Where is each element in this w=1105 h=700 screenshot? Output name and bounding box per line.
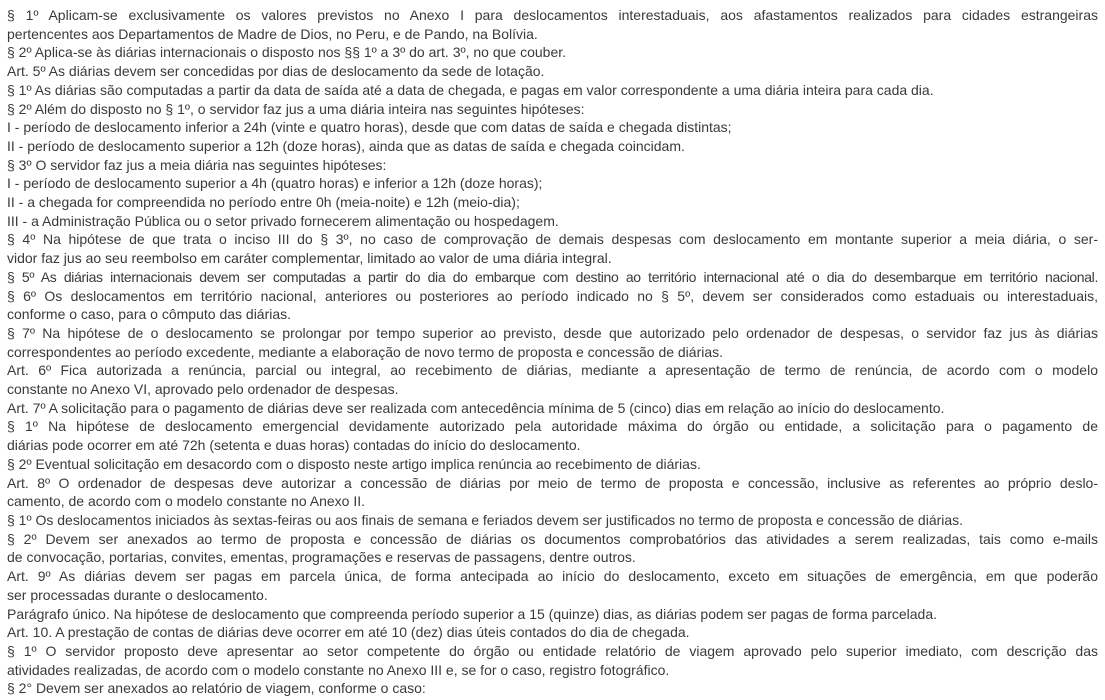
text-line: I - período de deslocamento superior a 4h (quatro horas) e inferior a 12h (doze horas); (7, 175, 543, 192)
text-line: Art. 9º As diárias devem ser pagas em parcela única, de forma antecipada ao início do deslocamento, exceto em situações de emergência, em que poderão (7, 568, 1098, 585)
text-line: § 1º Na hipótese de deslocamento emergencial devidamente autorizado pela autoridade máxima do órgão ou entidade, a solicitação para o pagamento de (7, 418, 1098, 435)
text-line: II - período de deslocamento superior a 12h (doze horas), ainda que as datas de saída e chegada coincidam. (7, 137, 685, 154)
text-line: § 5º As diárias internacionais devem ser computadas a partir do dia do embarque com destino ao território internacional até o dia do desembarque em território nacional. (7, 268, 1098, 285)
text-line: Art. 5º As diárias devem ser concedidas por dias de deslocamento da sede de lotação. (7, 63, 545, 80)
text-line: constante no Anexo VI, aprovado pelo ordenador de despesas. (7, 381, 399, 398)
text-line: § 3º O servidor faz jus a meia diária nas seguintes hipóteses: (7, 156, 387, 173)
text-line: II - a chegada for compreendida no período entre 0h (meia-noite) e 12h (meio-dia); (7, 194, 520, 211)
text-line: atividades realizadas, de acordo com o modelo constante no Anexo III e, se for o caso, registro fotográfico. (7, 661, 670, 678)
text-line: § 7º Na hipótese de o deslocamento se prolongar por tempo superior ao previsto, desde que autorizado pelo ordenador de despesas, o servidor faz jus às diárias (7, 324, 1098, 341)
text-line: vidor faz jus ao seu reembolso em caráter complementar, limitado ao valor de uma diária integral. (7, 250, 612, 267)
text-line: Art. 8º O ordenador de despesas deve autorizar a concessão de diárias por meio de termo de proposta e concessão, inclusive as referentes ao próprio deslo- (7, 474, 1098, 491)
text-line: de convocação, portarias, convites, ementas, programações e reservas de passagens, dentre outros. (7, 549, 636, 566)
text-line: ser processadas durante o deslocamento. (7, 586, 268, 603)
text-line: Art. 7º A solicitação para o pagamento de diárias deve ser realizada com antecedência mínima de 5 (cinco) dias em relação ao início do deslocamento. (7, 399, 945, 416)
text-line: § 6º Os deslocamentos em território nacional, anteriores ou posteriores ao período indicado no § 5º, devem ser considerados como estaduais ou interestaduais, (7, 287, 1098, 304)
text-line: diárias pode ocorrer em até 72h (setenta e duas horas) contadas do início do deslocamento. (7, 437, 581, 454)
text-line: § 2º Aplica-se às diárias internacionais o disposto nos §§ 1º a 3º do art. 3º, no que couber. (7, 44, 567, 61)
text-line: pertencentes aos Departamentos de Madre de Dios, no Peru, e de Pando, na Bolívia. (7, 25, 538, 42)
text-line: I - período de deslocamento inferior a 24h (vinte e quatro horas), desde que com datas de saída e chegada distintas; (7, 119, 732, 136)
text-line: § 1º Aplicam-se exclusivamente os valores previstos no Anexo I para deslocamentos interestaduais, aos afastamentos realizados para cidades estrangeiras (7, 7, 1098, 23)
text-line: § 2° Devem ser anexados ao relatório de viagem, conforme o caso: (7, 680, 426, 697)
text-line: Parágrafo único. Na hipótese de deslocamento que compreenda período superior a 15 (quinze) dias, as diárias podem ser pagas de forma parcelada. (7, 605, 938, 622)
text-line: correspondentes ao período excedente, mediante a elaboração de novo termo de proposta e concessão de diárias. (7, 343, 724, 360)
text-line: § 1º As diárias são computadas a partir da data de saída até a data de chegada, e pagas em valor correspondente a uma diária inteira para cada dia. (7, 81, 934, 98)
text-line: § 2º Devem ser anexados ao termo de proposta e concessão de diárias os documentos comprobatórios das atividades a serem realizadas, tais como e-mails (7, 530, 1098, 547)
text-line: camento, de acordo com o modelo constante no Anexo II. (7, 493, 365, 510)
text-line: III - a Administração Pública ou o setor privado fornecerem alimentação ou hospedagem. (7, 212, 559, 229)
text-line: § 2º Além do disposto no § 1º, o servidor faz jus a uma diária inteira nas seguintes hipóteses: (7, 100, 585, 117)
text-line: conforme o caso, para o cômputo das diárias. (7, 306, 292, 323)
text-line: § 2º Eventual solicitação em desacordo com o disposto neste artigo implica renúncia ao recebimento de diárias. (7, 455, 701, 472)
document-body (7, 6, 1098, 698)
text-line: § 1º O servidor proposto deve apresentar ao setor competente do órgão ou entidade relatório de viagem aprovado pelo superior imediato, com descrição das (7, 642, 1098, 659)
text-line: Art. 6º Fica autorizada a renúncia, parcial ou integral, ao recebimento de diárias, mediante a apresentação de termo de renúncia, de acordo com o modelo (7, 362, 1098, 379)
text-line: Art. 10. A prestação de contas de diárias deve ocorrer em até 10 (dez) dias úteis contados do dia de chegada. (7, 624, 690, 641)
text-line: § 1º Os deslocamentos iniciados às sextas-feiras ou aos finais de semana e feriados devem ser justificados no termo de proposta e concessão de diárias. (7, 511, 964, 528)
text-line: § 4º Na hipótese de que trata o inciso III do § 3º, no caso de comprovação de demais despesas com deslocamento em montante superior a meia diária, o ser- (7, 231, 1098, 248)
